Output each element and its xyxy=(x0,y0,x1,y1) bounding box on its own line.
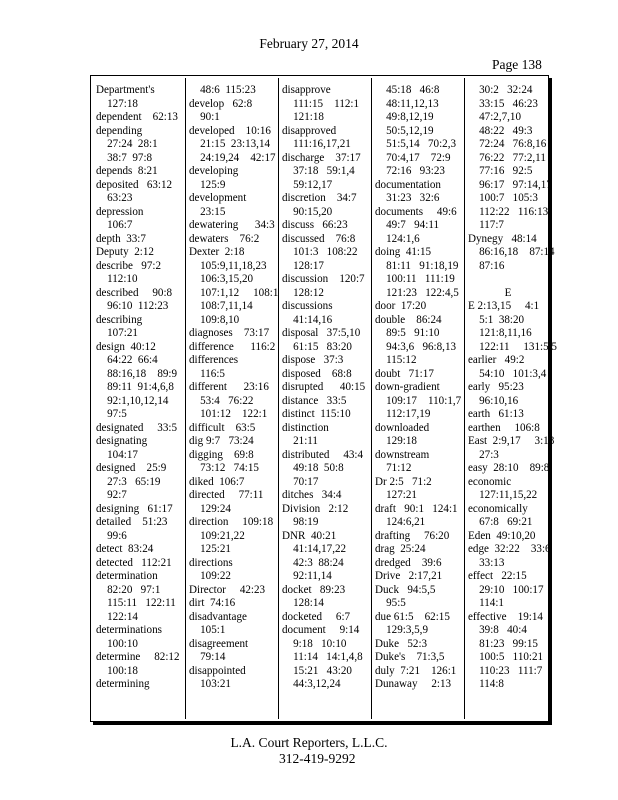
index-entry-line: 49:7 94:11 xyxy=(375,219,439,231)
index-entry-line: detect 83:24 xyxy=(96,543,154,555)
index-entry-line: 82:20 97:1 xyxy=(96,583,161,596)
index-entry-line: Deputy 2:12 xyxy=(96,246,154,258)
index-entry-line: 73:12 74:15 xyxy=(189,462,259,474)
column-divider xyxy=(464,78,465,719)
index-entry-line: edge 32:22 33:6 xyxy=(468,543,551,555)
index-entry-line: dirt 74:16 xyxy=(189,597,236,609)
index-entry-line: easy 28:10 89:8 xyxy=(468,462,550,474)
index-entry-line: 70:4,17 72:9 xyxy=(375,151,451,164)
index-entry-line: describing xyxy=(96,313,143,326)
index-entry-line: designating xyxy=(96,435,148,447)
index-entry-line: 115:12 xyxy=(375,354,417,366)
index-entry-line: 30:2 32:24 xyxy=(468,84,533,96)
index-entry-line: 48:11,12,13 xyxy=(375,97,439,110)
index-entry-line: 48:22 49:3 xyxy=(468,124,533,137)
index-entry-line: earth 61:13 xyxy=(468,408,524,420)
index-entry-line: distinction xyxy=(282,421,329,434)
index-entry-line: 53:4 76:22 xyxy=(189,394,254,407)
index-entry-line: docketed 6:7 xyxy=(282,610,351,623)
index-entry-line: 100:10 xyxy=(96,637,138,650)
index-entry-line: 23:15 xyxy=(189,205,226,218)
column-divider xyxy=(278,78,279,719)
index-entry-line: development xyxy=(189,192,247,204)
index-entry-line: 79:14 xyxy=(189,651,226,663)
index-entry-line: 106:7 xyxy=(96,219,133,231)
index-entry-line: 125:9 xyxy=(189,178,226,191)
index-entry-line: 128:17 xyxy=(282,259,324,272)
index-entry-line: 39:8 40:4 xyxy=(468,624,527,636)
index-entry-line: 124:6,21 xyxy=(375,516,426,528)
index-entry-line: 11:14 14:1,4,8 xyxy=(282,651,363,663)
index-entry-line: doubt 71:17 xyxy=(375,367,434,380)
index-entry-line: 64:22 66:4 xyxy=(96,354,158,366)
index-entry-line: 128:14 xyxy=(282,597,324,609)
index-entry-line: 24:19,24 42:17 xyxy=(189,151,276,164)
index-entry-line: duly 7:21 126:1 xyxy=(375,664,457,677)
index-entry-line: design 40:12 xyxy=(96,340,156,353)
index-entry-line: dredged 39:6 xyxy=(375,556,442,569)
index-entry-line: earlier 49:2 xyxy=(468,354,525,366)
index-entry-line: designed 25:9 xyxy=(96,462,167,474)
index-entry-line: 5:1 38:20 xyxy=(468,313,525,326)
index-entry-line: 127:18 xyxy=(96,97,138,110)
index-entry-line: dewaters 76:2 xyxy=(189,232,260,245)
index-entry-line: 100:18 xyxy=(96,664,138,677)
page-number: Page 138 xyxy=(492,57,542,72)
index-entry-line: disposal 37:5,10 xyxy=(282,327,361,339)
index-entry-line: Division 2:12 xyxy=(282,502,349,515)
index-entry-line: docket 89:23 xyxy=(282,583,346,596)
index-entry-line: 96:10,16 xyxy=(468,394,519,407)
index-entry-line: 42:3 88:24 xyxy=(282,556,344,569)
index-entry-line: Department's xyxy=(96,84,155,96)
index-entry-line: 121:8,11,16 xyxy=(468,327,532,339)
index-entry-line: 124:1,6 xyxy=(375,232,420,245)
index-entry-line: 70:17 xyxy=(282,475,319,488)
index-entry-line: 41:14,16 xyxy=(282,313,333,326)
index-entry-line: documentation xyxy=(375,178,441,191)
index-column-5 xyxy=(468,84,557,692)
index-column-2 xyxy=(189,84,278,692)
index-entry-line: 112:10 xyxy=(96,273,138,285)
index-entry-line: 21:15 23:13,14 xyxy=(189,138,271,150)
index-entry-line: 121:18 xyxy=(282,111,324,123)
index-entry-line: 81:23 99:15 xyxy=(468,637,538,650)
index-entry-line: economic xyxy=(468,475,512,488)
index-entry-line: directions xyxy=(189,556,233,569)
index-entry-line: Duke's 71:3,5 xyxy=(375,651,445,663)
index-entry-line: different 23:16 xyxy=(189,381,269,393)
index-entry-line: 72:24 76:8,16 xyxy=(468,138,547,150)
index-entry-line: 105:9,11,18,23 xyxy=(189,259,267,272)
index-column-4 xyxy=(375,84,461,692)
index-entry-line: 100:7 105:3 xyxy=(468,192,538,204)
index-entry-line: 109:22 xyxy=(189,570,231,582)
index-entry-line: Duck 94:5,5 xyxy=(375,583,436,596)
index-entry-line: dispose 37:3 xyxy=(282,354,344,366)
index-column-1 xyxy=(96,84,180,692)
index-entry-line: discuss 66:23 xyxy=(282,219,348,231)
index-entry-line: 88:16,18 89:9 xyxy=(96,367,178,380)
index-entry-line: downstream xyxy=(375,448,430,461)
index-entry-line: determine 82:12 xyxy=(96,651,180,663)
index-entry-line: 89:5 91:10 xyxy=(375,327,440,339)
index-entry-line: 96:17 97:14,17 xyxy=(468,178,552,191)
index-entry-line: 106:3,15,20 xyxy=(189,273,254,285)
index-entry-line: 77:16 92:5 xyxy=(468,165,533,177)
index-entry-line: effect 22:15 xyxy=(468,570,527,582)
index-entry-line: down-gradient xyxy=(375,381,440,393)
index-entry-line: differences xyxy=(189,354,239,366)
index-entry-line: 37:18 59:1,4 xyxy=(282,165,355,177)
index-entry-line: 129:18 xyxy=(375,435,417,447)
footer-phone: 312-419-9292 xyxy=(279,751,356,766)
index-entry-line: drag 25:24 xyxy=(375,543,426,555)
index-entry-line: discharge 37:17 xyxy=(282,151,361,164)
index-entry-line: 98:19 xyxy=(282,516,319,528)
index-entry-line: depression xyxy=(96,205,144,218)
index-entry-line: 29:10 100:17 xyxy=(468,583,544,596)
index-entry-line: 108:7,11,14 xyxy=(189,300,253,312)
index-entry-line: 100:5 110:21 xyxy=(468,651,544,663)
index-entry-line: 21:11 xyxy=(282,435,318,447)
index-entry-line: 129:24 xyxy=(189,502,231,515)
index-entry-line: 110:23 111:7 xyxy=(468,664,543,677)
index-entry-line: digging 69:8 xyxy=(189,448,254,461)
index-entry-line: Drive 2:17,21 xyxy=(375,570,443,582)
index-entry-line: 115:11 122:11 xyxy=(96,597,176,609)
index-entry-line: 27:24 28:1 xyxy=(96,138,158,150)
index-entry-line: dig 9:7 73:24 xyxy=(189,435,254,447)
index-entry-line: East 2:9,17 3:18 xyxy=(468,435,555,447)
index-entry-line: determination xyxy=(96,570,158,582)
index-entry-line: Duke 52:3 xyxy=(375,637,428,650)
index-entry-line: 127:11,15,22 xyxy=(468,489,538,501)
index-entry-line: describe 97:2 xyxy=(96,259,162,272)
index-entry-line: 109:17 110:1,7 xyxy=(375,394,462,407)
index-entry-line: depends 8:21 xyxy=(96,165,158,177)
index-entry-line: disrupted 40:15 xyxy=(282,381,366,393)
index-entry-line: discussions xyxy=(282,300,333,312)
index-entry-line: DNR 40:21 xyxy=(282,529,337,542)
index-entry-line: disposed 68:8 xyxy=(282,367,352,380)
index-entry-line: disadvantage xyxy=(189,610,247,623)
column-divider xyxy=(371,78,372,719)
index-entry-line: 49:18 50:8 xyxy=(282,462,344,474)
index-entry-line: draft 90:1 124:1 xyxy=(375,502,458,515)
index-entry-line: 86:16,18 87:14 xyxy=(468,246,555,258)
index-entry-line: 117:7 xyxy=(468,219,504,231)
index-entry-line: difference 116:2 xyxy=(189,340,276,353)
index-entry-line: 87:16 xyxy=(468,259,505,272)
index-entry-line: 31:23 32:6 xyxy=(375,192,440,204)
index-entry-line: Director 42:23 xyxy=(189,583,266,596)
index-entry-line: 94:3,6 96:8,13 xyxy=(375,340,457,353)
index-entry-line: ditches 34:4 xyxy=(282,489,342,501)
index-entry-line: 105:1 xyxy=(189,624,226,636)
index-entry-line: 103:21 xyxy=(189,678,231,690)
index-entry-line: due 61:5 62:15 xyxy=(375,610,450,623)
index-entry-line: 128:12 xyxy=(282,286,324,299)
index-entry-line: Dunaway 2:13 xyxy=(375,678,452,690)
index-entry-line: 127:21 xyxy=(375,489,417,501)
index-entry-line: distance 33:5 xyxy=(282,394,347,407)
index-entry-line: 54:10 101:3,4 xyxy=(468,367,547,380)
index-entry-line: difficult 63:5 xyxy=(189,421,256,434)
index-entry-line: depth 33:7 xyxy=(96,232,146,245)
index-entry-line: E 2:13,15 4:1 xyxy=(468,300,540,312)
index-entry-line: drafting 76:20 xyxy=(375,529,450,542)
index-entry-line: direction 109:18 xyxy=(189,516,274,528)
index-entry-line xyxy=(468,273,557,287)
index-entry-line: 107:1,12 108:1 xyxy=(189,286,279,299)
index-entry-line: 101:3 108:22 xyxy=(282,246,358,258)
index-entry-line: 27:3 xyxy=(468,448,499,461)
index-entry-line: determinations xyxy=(96,624,162,636)
index-entry-line: 92:1,10,12,14 xyxy=(96,394,169,407)
index-entry-line: 61:15 83:20 xyxy=(282,340,352,353)
index-entry-line: early 95:23 xyxy=(468,381,524,393)
index-entry-line: 45:18 46:8 xyxy=(375,84,440,96)
index-entry-line: disapprove xyxy=(282,84,331,96)
index-entry-line: 33:15 46:23 xyxy=(468,97,538,110)
index-entry-line: 71:12 xyxy=(375,462,412,474)
index-entry-line: 9:18 10:10 xyxy=(282,637,347,650)
index-entry-line: 100:11 111:19 xyxy=(375,273,455,285)
index-entry-line: 109:21,22 xyxy=(189,529,245,542)
index-entry-line: 41:14,17,22 xyxy=(282,543,347,555)
index-entry-line: Dynegy 48:14 xyxy=(468,232,537,245)
index-entry-line: E xyxy=(504,286,512,299)
index-column-3 xyxy=(282,84,365,692)
index-entry-line: detailed 51:23 xyxy=(96,516,168,528)
index-entry-line: developing xyxy=(189,165,239,177)
column-divider xyxy=(185,78,186,719)
index-entry-line: 129:3,5,9 xyxy=(375,624,429,636)
index-entry-line: 104:17 xyxy=(96,448,138,461)
index-entry-line: disappointed xyxy=(189,664,246,677)
index-entry-line: door 17:20 xyxy=(375,300,427,312)
index-entry-line: doing 41:15 xyxy=(375,246,432,258)
index-entry-line: detected 112:21 xyxy=(96,556,172,569)
index-entry-line: effective 19:14 xyxy=(468,610,543,623)
index-entry-line: disagreement xyxy=(189,637,249,650)
index-entry-line: 38:7 97:8 xyxy=(96,151,153,164)
index-entry-line: 44:3,12,24 xyxy=(282,678,341,690)
index-entry-line: 95:5 xyxy=(375,597,406,609)
index-entry-line: 114:8 xyxy=(468,678,504,690)
index-entry-line: 59:12,17 xyxy=(282,178,333,191)
index-entry-line: develop 62:8 xyxy=(189,97,253,110)
index-entry-line: economically xyxy=(468,502,528,515)
index-entry-line: 76:22 77:2,11 xyxy=(468,151,546,164)
index-entry-line: deposited 63:12 xyxy=(96,178,173,191)
index-entry-line: discretion 34:7 xyxy=(282,192,357,204)
index-entry-line: 111:16,17,21 xyxy=(282,138,351,150)
index-entry-line: 15:21 43:20 xyxy=(282,664,352,677)
index-entry-line: 109:8,10 xyxy=(189,313,240,326)
index-entry-line: diked 106:7 xyxy=(189,475,245,488)
index-entry-line: Dexter 2:18 xyxy=(189,246,245,258)
index-entry-line: 122:14 xyxy=(96,610,138,623)
index-entry-line: 89:11 91:4,6,8 xyxy=(96,381,174,393)
index-entry-line: downloaded xyxy=(375,421,430,434)
index-entry-line: dependent 62:13 xyxy=(96,111,178,123)
index-entry-line: 49:8,12,19 xyxy=(375,111,434,123)
index-entry-line: 114:1 xyxy=(468,597,504,609)
index-entry-line: distributed 43:4 xyxy=(282,448,364,461)
index-entry-line: 121:23 122:4,5 xyxy=(375,286,459,299)
index-entry-line: 92:11,14 xyxy=(282,570,332,582)
index-entry-line: 96:10 112:23 xyxy=(96,300,169,312)
index-entry-line: distinct 115:10 xyxy=(282,408,351,420)
index-entry-line: designing 61:17 xyxy=(96,502,173,515)
index-entry-line: earthen 106:8 xyxy=(468,421,540,434)
index-entry-line: 111:15 112:1 xyxy=(282,97,360,110)
index-entry-line: 99:6 xyxy=(96,529,127,542)
index-entry-line: dewatering 34:3 xyxy=(189,219,275,231)
index-entry-line: 92:7 xyxy=(96,489,127,501)
index-entry-line: 112:17,19 xyxy=(375,408,431,420)
index-entry-line: 97:5 xyxy=(96,408,127,420)
index-entry-line: 63:23 xyxy=(96,192,133,204)
index-entry-line: documents 49:6 xyxy=(375,205,457,218)
index-entry-line: Dr 2:5 71:2 xyxy=(375,475,432,488)
index-entry-line: 90:1 xyxy=(189,111,220,123)
index-entry-line: 48:6 115:23 xyxy=(189,84,256,96)
index-entry-line: discussed 76:8 xyxy=(282,232,356,245)
footer-company: L.A. Court Reporters, L.L.C. xyxy=(230,735,388,750)
index-entry-line: 81:11 91:18,19 xyxy=(375,259,459,272)
index-entry-line: document 9:14 xyxy=(282,624,360,636)
header-date: February 27, 2014 xyxy=(259,36,359,51)
index-entry-line: designated 33:5 xyxy=(96,421,178,434)
index-entry-line: Eden 49:10,20 xyxy=(468,529,536,542)
index-box xyxy=(90,75,557,722)
index-entry-line: determining xyxy=(96,678,150,690)
index-entry-line: 50:5,12,19 xyxy=(375,124,434,137)
index-entry-line: 107:21 xyxy=(96,327,138,339)
index-entry-line: disapproved xyxy=(282,124,337,137)
index-entry-line: 122:11 131:5,5 xyxy=(468,340,557,353)
index-entry-line: directed 77:11 xyxy=(189,489,264,501)
index-entry-line: depending xyxy=(96,124,143,137)
index-entry-line: 112:22 116:13 xyxy=(468,205,549,218)
index-entry-line: 125:21 xyxy=(189,543,231,555)
index-entry-line: 27:3 65:19 xyxy=(96,475,161,488)
index-entry-line: double 86:24 xyxy=(375,313,442,326)
index-entry-line: developed 10:16 xyxy=(189,124,271,137)
index-entry-line: 90:15,20 xyxy=(282,205,333,218)
index-entry-line: 67:8 69:21 xyxy=(468,516,533,528)
index-entry-line: 72:16 93:23 xyxy=(375,165,445,177)
index-entry-line: 101:12 122:1 xyxy=(189,408,268,420)
index-entry-line: 33:13 xyxy=(468,556,505,569)
index-entry-line: 51:5,14 70:2,3 xyxy=(375,138,457,150)
index-entry-line: discussion 120:7 xyxy=(282,273,365,285)
index-entry-line: described 90:8 xyxy=(96,286,173,299)
index-entry-line: diagnoses 73:17 xyxy=(189,327,270,339)
index-entry-line: 116:5 xyxy=(189,367,225,380)
index-entry-line: 47:2,7,10 xyxy=(468,111,522,123)
